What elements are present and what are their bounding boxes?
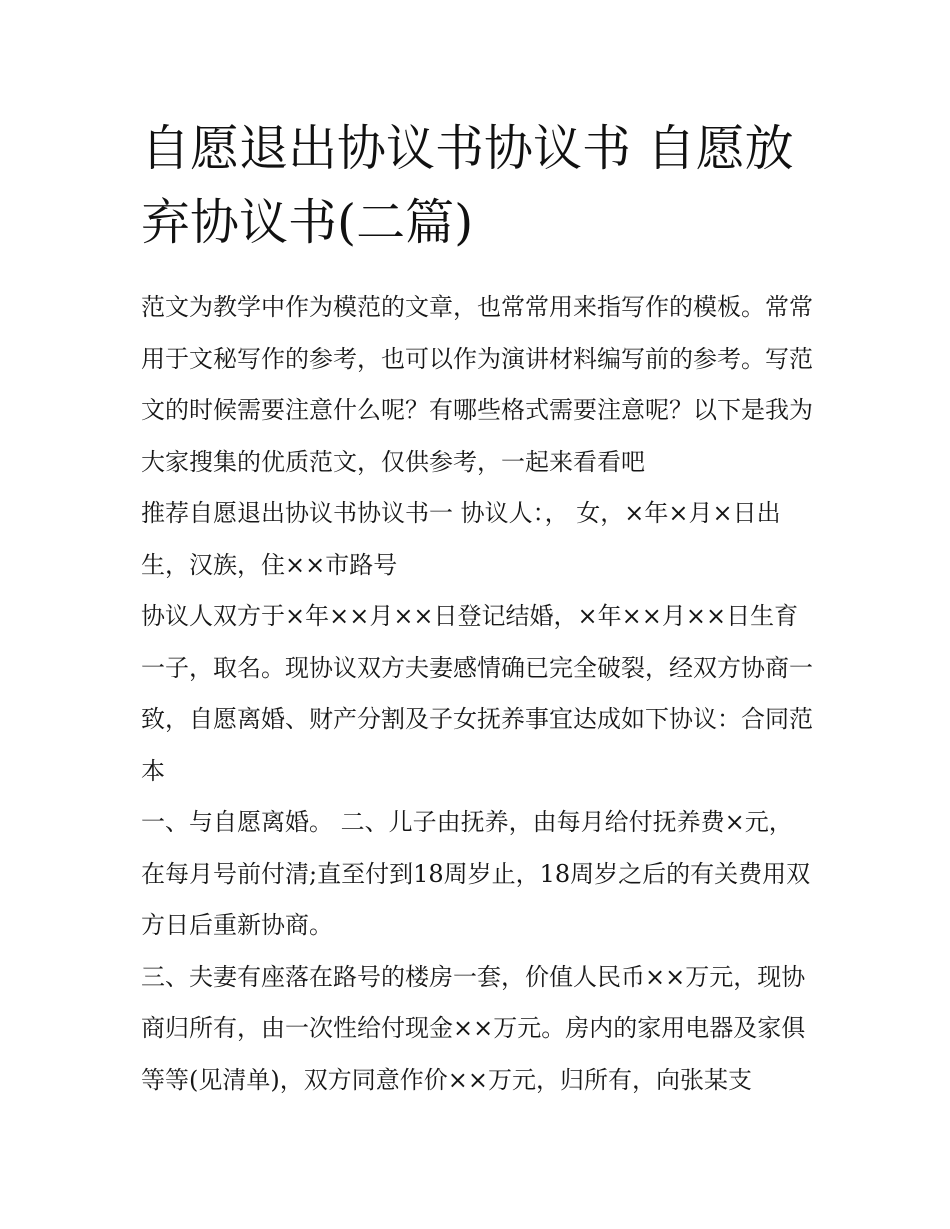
document-title: 自愿退出协议书协议书 自愿放弃协议书(二篇)	[141, 120, 794, 251]
paragraph-agreement: 协议人双方于×年××月××日登记结婚，×年××月××日生育一子，取名。现协议双方夫妻感情确已完全破裂，经双方协商一致，自愿离婚、财产分割及子女抚养事宜达成如下协议：合同范本	[141, 602, 813, 785]
document-body	[141, 112, 816, 1106]
paragraph-clause-1-2: 一、与自愿离婚。 二、儿子由抚养，由每月给付抚养费×元，在每月号前付清;直至付到18周岁止，18周岁之后的有关费用双方日后重新协商。	[141, 808, 811, 939]
paragraph-clause-3: 三、夫妻有座落在路号的楼房一套，价值人民币××万元，现协商归所有，由一次性给付现金××万元。房内的家用电器及家俱等等(见清单)，双方同意作价××万元，归所有，向张某支	[141, 962, 806, 1094]
paragraph-parties: 推荐自愿退出协议书协议书一 协议人：， 女，×年×月×日出生，汉族，住××市路号	[141, 499, 781, 579]
paragraph-intro: 范文为教学中作为模范的文章，也常常用来指写作的模板。常常用于文秘写作的参考，也可以作为演讲材料编写前的参考。写范文的时候需要注意什么呢？有哪些格式需要注意呢？以下是我为大家搜集的优质范文，仅供参考，一起来看看吧	[141, 293, 813, 476]
